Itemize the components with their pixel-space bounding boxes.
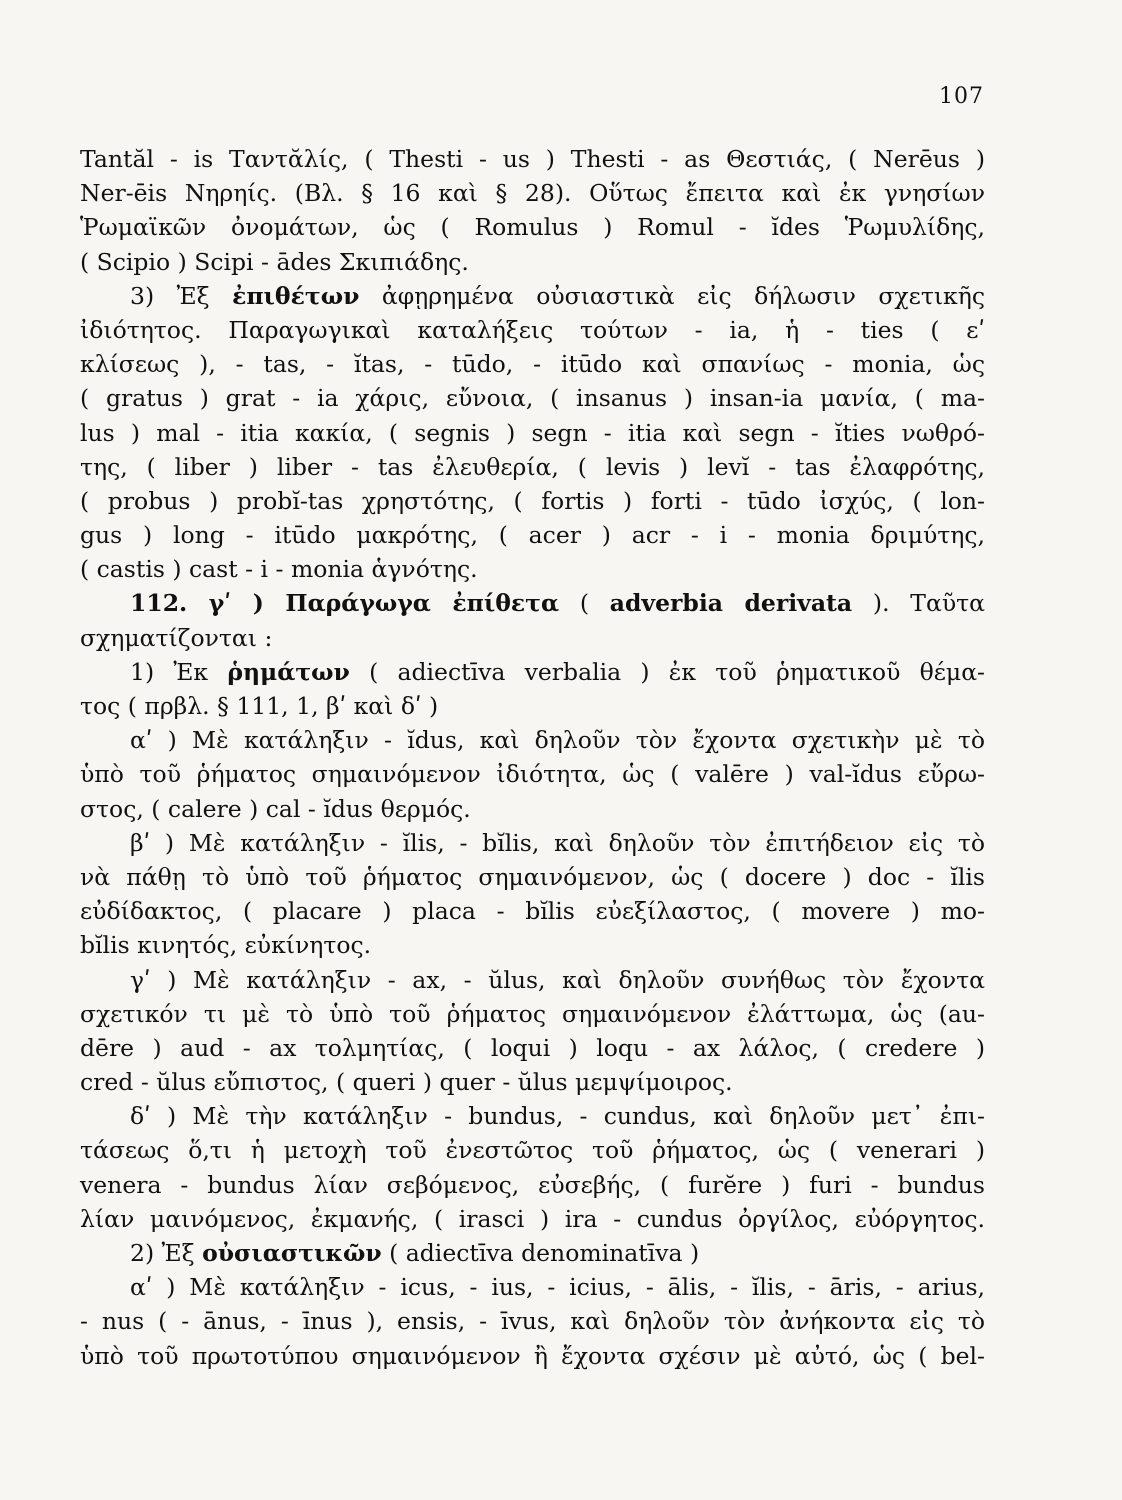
text-line: ὑπὸ τοῦ πρωτοτύπου σημαινόμενον ἢ ἔχοντα σχέσιν μὲ αὐτό, ὡς ( bel- xyxy=(80,1341,985,1370)
text-line: σχηματίζονται : xyxy=(80,623,273,652)
bold-term: ἐπιθέτων xyxy=(232,281,360,310)
text-line: Ner-ēis Νηρηίς. (Βλ. § 16 καὶ § 28). Οὕτως ἔπειτα καὶ ἐκ γνησίων xyxy=(80,179,985,208)
text-line: 112. γʹ ) Παράγωγα ἐπίθετα ( adverbia derivata ). Ταῦτα xyxy=(130,589,986,618)
text-line: venera - bundus λίαν σεβόμενος, εὐσεβής, ( furĕre ) furi - bundus xyxy=(80,1170,985,1199)
text-line: gus ) long - itūdo μακρότης, ( acer ) acr - i - monia δριμύτης, xyxy=(80,521,985,550)
text-line: ( probus ) probĭ-tas χρηστότης, ( fortis ) forti - tūdo ἰσχύς, ( lon- xyxy=(80,486,985,515)
bold-term: 112. γʹ ) Παράγωγα ἐπίθετα xyxy=(130,589,560,618)
text-line: εὐδίδακτος, ( placare ) placa - bĭlis εὐεξίλαστος, ( movere ) mo- xyxy=(80,897,985,926)
bold-term: adverbia derivata xyxy=(609,589,853,618)
text-line: lus ) mal - itia κακία, ( segnis ) segn - itia καὶ segn - ĭties νωθρό- xyxy=(80,418,985,447)
text-line: νὰ πάθῃ τὸ ὑπὸ τοῦ ῥήματος σημαινόμενον, ὡς ( docere ) doc - ĭlis xyxy=(80,862,985,891)
text-line: cred - ŭlus εὔπιστος, ( queri ) quer - ŭlus μεμψίμοιρος. xyxy=(80,1068,733,1097)
text-line: σχετικόν τι μὲ τὸ ὑπὸ τοῦ ῥήματος σημαινόμενον ἐλάττωμα, ὡς (au- xyxy=(80,999,985,1028)
body-text xyxy=(80,142,985,1373)
text-line: - nus ( - ānus, - īnus ), ensis, - īvus, καὶ δηλοῦν τὸν ἀνήκοντα εἰς τὸ xyxy=(80,1307,985,1336)
text-line: κλίσεως ), - tas, - ĭtas, - tūdo, - itūdo καὶ σπανίως - monia, ὡς xyxy=(80,350,985,379)
text-line: λίαν μαινόμενος, ἐκμανής, ( irasci ) ira - cundus ὀργίλος, εὐόργητος. xyxy=(80,1204,985,1233)
text-line: dēre ) aud - ax τολμητίας, ( loqui ) loqu - ax λάλος, ( credere ) xyxy=(80,1033,985,1062)
text-line: αʹ ) Μὲ κατάληξιν - icus, - ius, - icius, - ālis, - ĭlis, - āris, - arius, xyxy=(130,1273,985,1302)
text-line: αʹ ) Μὲ κατάληξιν - ĭdus, καὶ δηλοῦν τὸν ἔχοντα σχετικὴν μὲ τὸ xyxy=(130,726,985,755)
text-line: bĭlis κινητός, εὐκίνητος. xyxy=(80,931,372,960)
text-line: ( Scipio ) Scipi - ādes Σκιπιάδης. xyxy=(80,247,469,276)
text-line: γʹ ) Μὲ κατάληξιν - ax, - ŭlus, καὶ δηλοῦν συνήθως τὸν ἔχοντα xyxy=(130,965,985,994)
text-line: ( castis ) cast - i - monia ἁγνότης. xyxy=(80,555,478,584)
page-number: 107 xyxy=(939,84,984,109)
bold-term: οὐσιαστικῶν xyxy=(202,1239,382,1267)
text-line: της, ( liber ) liber - tas ἐλευθερία, ( levis ) levĭ - tas ἐλαφρότης, xyxy=(80,452,985,481)
text-line: Ῥωμαϊκῶν ὀνομάτων, ὡς ( Romulus ) Romul - ĭdes Ῥωμυλίδης, xyxy=(80,213,985,242)
text-line: 3) Ἐξ ἐπιθέτων ἀφῃρημένα οὐσιαστικὰ εἰς δήλωσιν σχετικῆς xyxy=(130,281,985,310)
text-line: 1) Ἐκ ῥημάτων ( adiectīva verbalia ) ἐκ τοῦ ῥηματικοῦ θέμα- xyxy=(130,657,985,686)
bold-term: ῥημάτων xyxy=(227,657,350,686)
text-line: στος, ( calere ) cal - ĭdus θερμός. xyxy=(80,794,471,823)
text-line: δʹ ) Μὲ τὴν κατάληξιν - bundus, - cundus, καὶ δηλοῦν μετ᾽ ἐπι- xyxy=(130,1102,985,1131)
text-line: τάσεως ὅ,τι ἡ μετοχὴ τοῦ ἐνεστῶτος τοῦ ῥήματος, ὡς ( venerari ) xyxy=(80,1136,985,1165)
text-line: ( gratus ) grat - ia χάρις, εὔνοια, ( insanus ) insan-ia μανία, ( ma- xyxy=(80,384,985,413)
text-line: τος ( πρβλ. § 111, 1, βʹ καὶ δʹ ) xyxy=(80,692,439,720)
text-line: 2) Ἐξ οὐσιαστικῶν ( adiectīva denominatīva ) xyxy=(130,1239,700,1267)
text-line: ἰδιότητος. Παραγωγικαὶ καταλήξεις τούτων - ia, ἡ - ties ( εʹ xyxy=(80,315,985,344)
text-line: βʹ ) Μὲ κατάληξιν - ĭlis, - bĭlis, καὶ δηλοῦν τὸν ἐπιτήδειον εἰς τὸ xyxy=(130,828,985,857)
text-line: Tantăl - is Ταντᾰλίς, ( Thesti - us ) Thesti - as Θεστιάς, ( Nerēus ) xyxy=(80,145,985,173)
text-line: ὑπὸ τοῦ ῥήματος σημαινόμενον ἰδιότητα, ὡς ( valēre ) val-ĭdus εὔρω- xyxy=(80,760,985,789)
